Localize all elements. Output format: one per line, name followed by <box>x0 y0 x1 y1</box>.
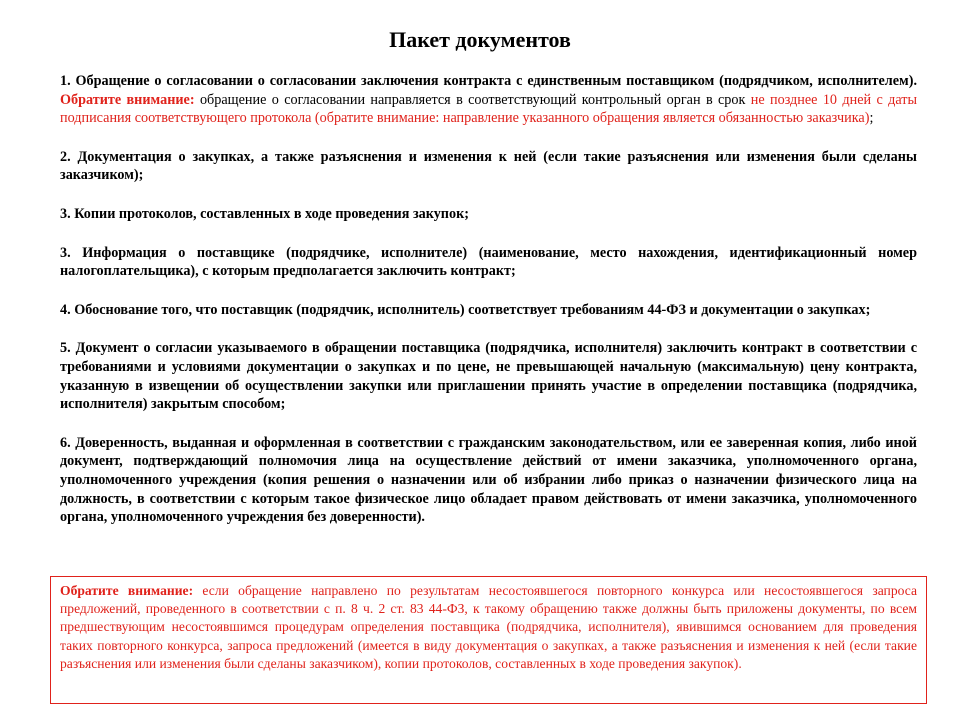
item-end-punct: ; <box>869 110 874 127</box>
item-body-text: обращение о согласовании направляется в соответствующий контрольный орган в срок <box>199 91 746 108</box>
document-item-2: 2. Документация о закупках, а также разъяснения и изменения к ней (если такие разъяснения или изменения были сделаны заказчиком); <box>60 148 917 184</box>
notice-attention-label: Обратите внимание: <box>60 583 194 598</box>
notice-text: если обращение направлено по результатам несостоявшегося повторного конкурса или несостоявшегося запроса предложений, проведенного в соответствии с п. 8 ч. 2 ст. 83 44-ФЗ, к такому обращению также должны быть приложены документы, по всем предшествующим несостоявшимся процедурам определения поставщика (подрядчика, исполнителя), явившимся основанием для проведения таких повторного конкурса, запроса предложений (имеется в виду документация о закупках, а также разъяснения и изменения к ней (если такие разъяснения или изменения были сделаны заказчиком), копии протоколов, составленных в ходе проведения закупок). <box>60 583 917 671</box>
document-item-1 <box>60 72 917 128</box>
page-title: Пакет документов <box>389 27 571 52</box>
attention-label: Обратите внимание: <box>60 91 195 108</box>
attention-notice-box <box>50 576 927 704</box>
document-item-5: 4. Обоснование того, что поставщик (подрядчик, исполнитель) соответствует требованиям 44-ФЗ и документации о закупках; <box>60 301 871 318</box>
document-list <box>60 72 917 547</box>
deadline-note: не позднее 10 дней с даты подписания соответствующего протокола (обратите внимание: направление указанного обращения является обязанностью заказчика) <box>60 91 918 127</box>
document-item-7: 6. Доверенность, выданная и оформленная в соответствии с гражданским законодательством, или ее заверенная копия, либо иной документ, подтверждающий полномочия лица на осуществление действий от имени заказчика, уполномоченного органа, уполномоченного учреждения (копия решения о назначении или об избрании либо приказ о назначении физического лица на должность, в соответствии с которым такое физическое лицо обладает правом действовать от имени заказчика, уполномоченного органа, уполномоченного учреждения без доверенности). <box>60 434 917 526</box>
document-item-6: 5. Документ о согласии указываемого в обращении поставщика (подрядчика, исполнителя) заключить контракт в соответствии с требованиями и условиями документации о закупках и по цене, не превышающей начальную (максимальную) цену контракта, указанную в извещении об осуществлении закупки или приглашении принять участие в определении поставщика (подрядчика, исполнителя) закрытым способом; <box>60 340 917 413</box>
document-item-3: 3. Копии протоколов, составленных в ходе проведения закупок; <box>60 205 469 222</box>
document-item-4: 3. Информация о поставщике (подрядчике, исполнителе) (наименование, место нахождения, идентификационный номер налогоплательщика), с которым предполагается заключить контракт; <box>60 244 917 280</box>
item-lead-text: 1. Обращение о согласовании о согласовании заключения контракта с единственным поставщиком (подрядчиком, исполнителем). <box>60 73 917 89</box>
